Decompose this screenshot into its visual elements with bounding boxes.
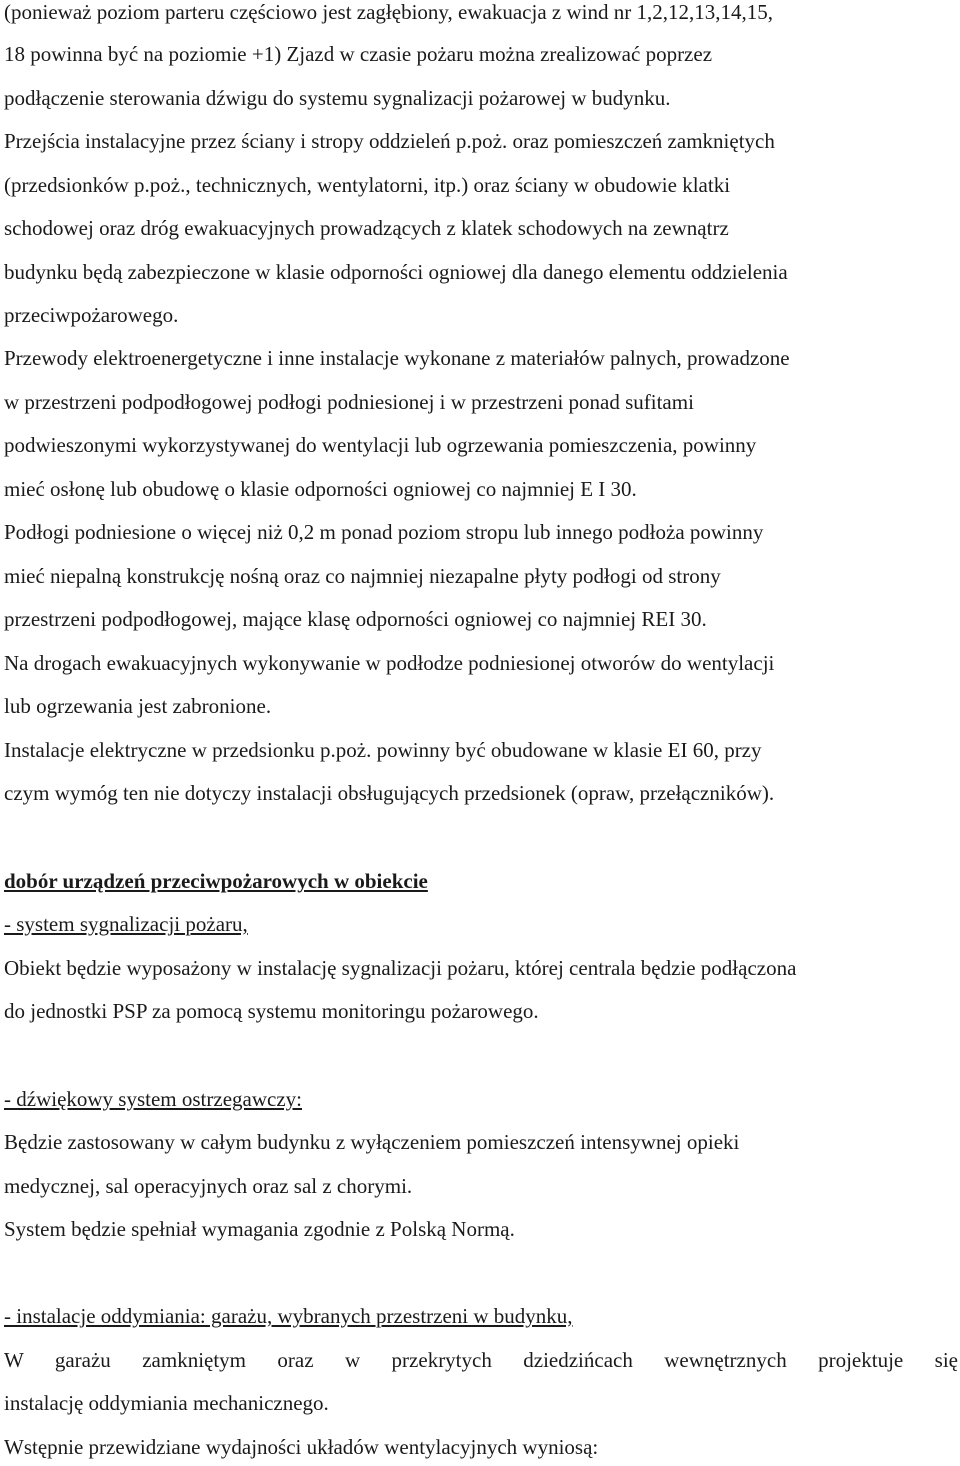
paragraph-1-line-5: (przedsionków p.poż., technicznych, wentylatorni, itp.) oraz ściany w obudowie klatki — [4, 173, 731, 197]
paragraph-5-line-2: czym wymóg ten nie dotyczy instalacji obsługujących przedsionek (opraw, przełączników). — [4, 781, 775, 805]
smoke-extraction-line-3: Wstępnie przewidziane wydajności układów wentylacyjnych wyniosą: — [4, 1435, 599, 1459]
fire-alarm-line-1: Obiekt będzie wyposażony w instalację sygnalizacji pożaru, której centrala będzie podłączona — [4, 956, 797, 980]
voice-alarm-line-1: Będzie zastosowany w całym budynku z wyłączeniem pomieszczeń intensywnej opieki — [4, 1130, 740, 1154]
paragraph-3-line-1: Podłogi podniesione o więcej niż 0,2 m ponad poziom stropu lub innego podłoża powinny — [4, 520, 764, 544]
paragraph-1-line-2: 18 powinna być na poziomie +1) Zjazd w czasie pożaru można zrealizować poprzez — [4, 42, 713, 66]
fire-alarm-line-2: do jednostki PSP za pomocą systemu monitoringu pożarowego. — [4, 999, 539, 1023]
paragraph-1-line-3: podłączenie sterowania dźwigu do systemu sygnalizacji pożarowej w budynku. — [4, 86, 671, 110]
smoke-extraction-line-1: W garażu zamkniętym oraz w przekrytych dziedzińcach wewnętrznych projektuje się — [4, 1348, 958, 1372]
smoke-extraction-heading: - instalacje oddymiania: garażu, wybranych przestrzeni w budynku, — [4, 1304, 573, 1328]
paragraph-3-line-3: przestrzeni podpodłogowej, mające klasę odporności ogniowej co najmniej REI 30. — [4, 607, 707, 631]
paragraph-4-line-1: Na drogach ewakuacyjnych wykonywanie w podłodze podniesionej otworów do wentylacji — [4, 651, 775, 675]
voice-alarm-heading: - dźwiękowy system ostrzegawczy: — [4, 1087, 302, 1111]
fire-alarm-heading: - system sygnalizacji pożaru, — [4, 912, 248, 936]
voice-alarm-line-3: System będzie spełniał wymagania zgodnie z Polską Normą. — [4, 1217, 515, 1241]
paragraph-2-line-3: podwieszonymi wykorzystywanej do wentylacji lub ogrzewania pomieszczenia, powinny — [4, 433, 757, 457]
paragraph-1-line-7: budynku będą zabezpieczone w klasie odporności ogniowej dla danego elementu oddzielenia — [4, 260, 788, 284]
paragraph-5-line-1: Instalacje elektryczne w przedsionku p.poż. powinny być obudowane w klasie EI 60, przy — [4, 738, 762, 762]
paragraph-3-line-2: mieć niepalną konstrukcję nośną oraz co najmniej niezapalne płyty podłogi od strony — [4, 564, 721, 588]
smoke-extraction-line-2: instalację oddymiania mechanicznego. — [4, 1391, 329, 1415]
paragraph-4-line-2: lub ogrzewania jest zabronione. — [4, 694, 272, 718]
paragraph-1-line-8: przeciwpożarowego. — [4, 303, 179, 327]
paragraph-1-line-4: Przejścia instalacyjne przez ściany i stropy oddzieleń p.poż. oraz pomieszczeń zamkniętych — [4, 129, 775, 153]
section-heading: dobór urządzeń przeciwpożarowych w obiekcie — [4, 869, 428, 893]
paragraph-1-line-1: (ponieważ poziom parteru częściowo jest zagłębiony, ewakuacja z wind nr 1,2,12,13,14,15, — [4, 0, 773, 24]
paragraph-2-line-4: mieć osłonę lub obudowę o klasie odporności ogniowej co najmniej E I 30. — [4, 477, 637, 501]
paragraph-2-line-2: w przestrzeni podpodłogowej podłogi podniesionej i w przestrzeni ponad sufitami — [4, 390, 694, 414]
voice-alarm-line-2: medycznej, sal operacyjnych oraz sal z chorymi. — [4, 1174, 413, 1198]
paragraph-1-line-6: schodowej oraz dróg ewakuacyjnych prowadzących z klatek schodowych na zewnątrz — [4, 216, 729, 240]
paragraph-2-line-1: Przewody elektroenergetyczne i inne instalacje wykonane z materiałów palnych, prowadzone — [4, 346, 790, 370]
